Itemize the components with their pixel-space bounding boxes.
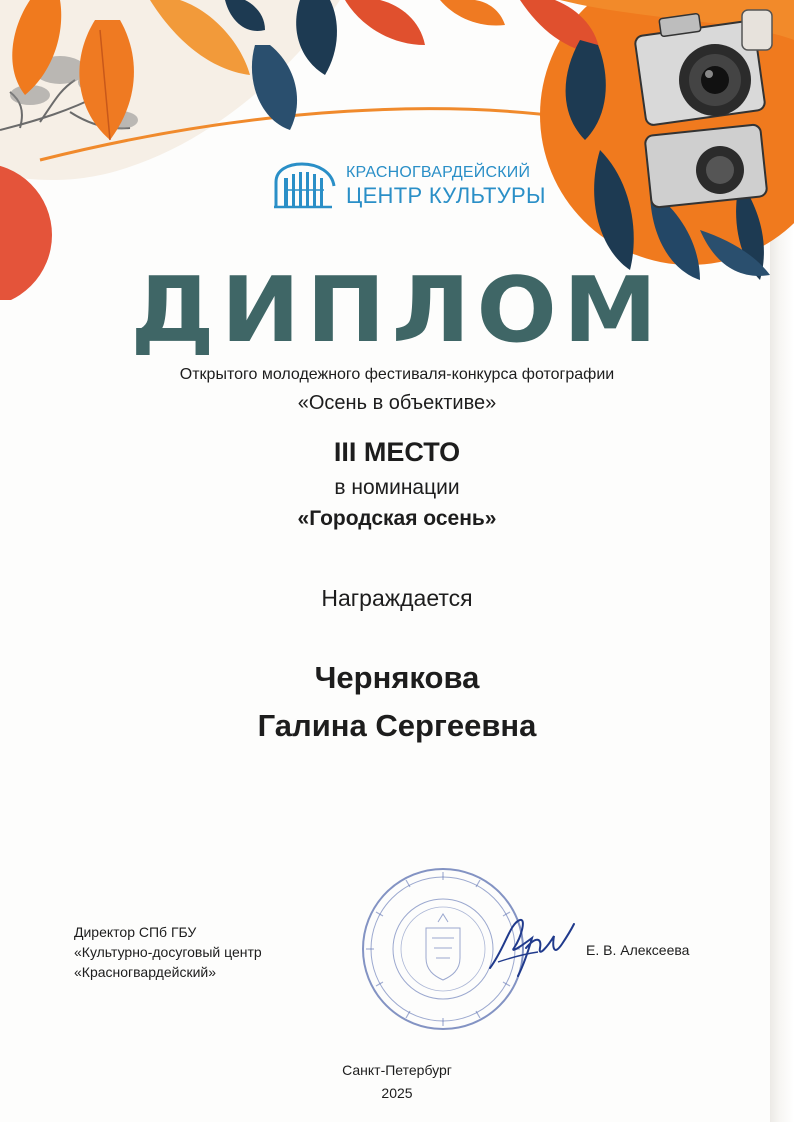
autumn-leaves-decoration	[0, 0, 794, 300]
awarded-label: Награждается	[321, 585, 473, 611]
recipient-surname: Чернякова	[314, 660, 480, 695]
footer-year: 2025	[381, 1085, 413, 1101]
nomination-name: «Городская осень»	[297, 507, 497, 530]
diploma-title: ДИПЛОМ	[130, 258, 664, 363]
logo-text-line2: ЦЕНТР КУЛЬТУРЫ	[346, 183, 546, 208]
nomination-label: в номинации	[334, 476, 460, 499]
handwritten-signature-icon	[480, 908, 580, 988]
footer-city: Санкт-Петербург	[342, 1062, 452, 1078]
recipient-given-names: Галина Сергеевна	[257, 708, 537, 743]
building-arch-logo-icon	[272, 160, 338, 210]
signatory-position-line2: «Культурно-досуговый центр	[74, 944, 262, 960]
award-place: III МЕСТО	[333, 437, 461, 467]
festival-description: Открытого молодежного фестиваля-конкурса фотографии	[179, 366, 615, 383]
festival-name: «Осень в объективе»	[297, 392, 497, 414]
logo-text-line1: КРАСНОГВАРДЕЙСКИЙ	[346, 164, 531, 181]
signatory-position-line1: Директор СПб ГБУ	[74, 924, 197, 940]
organization-logo	[272, 160, 546, 210]
signatory-position	[74, 922, 262, 982]
signatory-position-line3: «Красногвардейский»	[74, 964, 216, 980]
signatory-name: Е. В. Алексеева	[586, 942, 690, 958]
camera-illustration-icon	[634, 10, 772, 208]
